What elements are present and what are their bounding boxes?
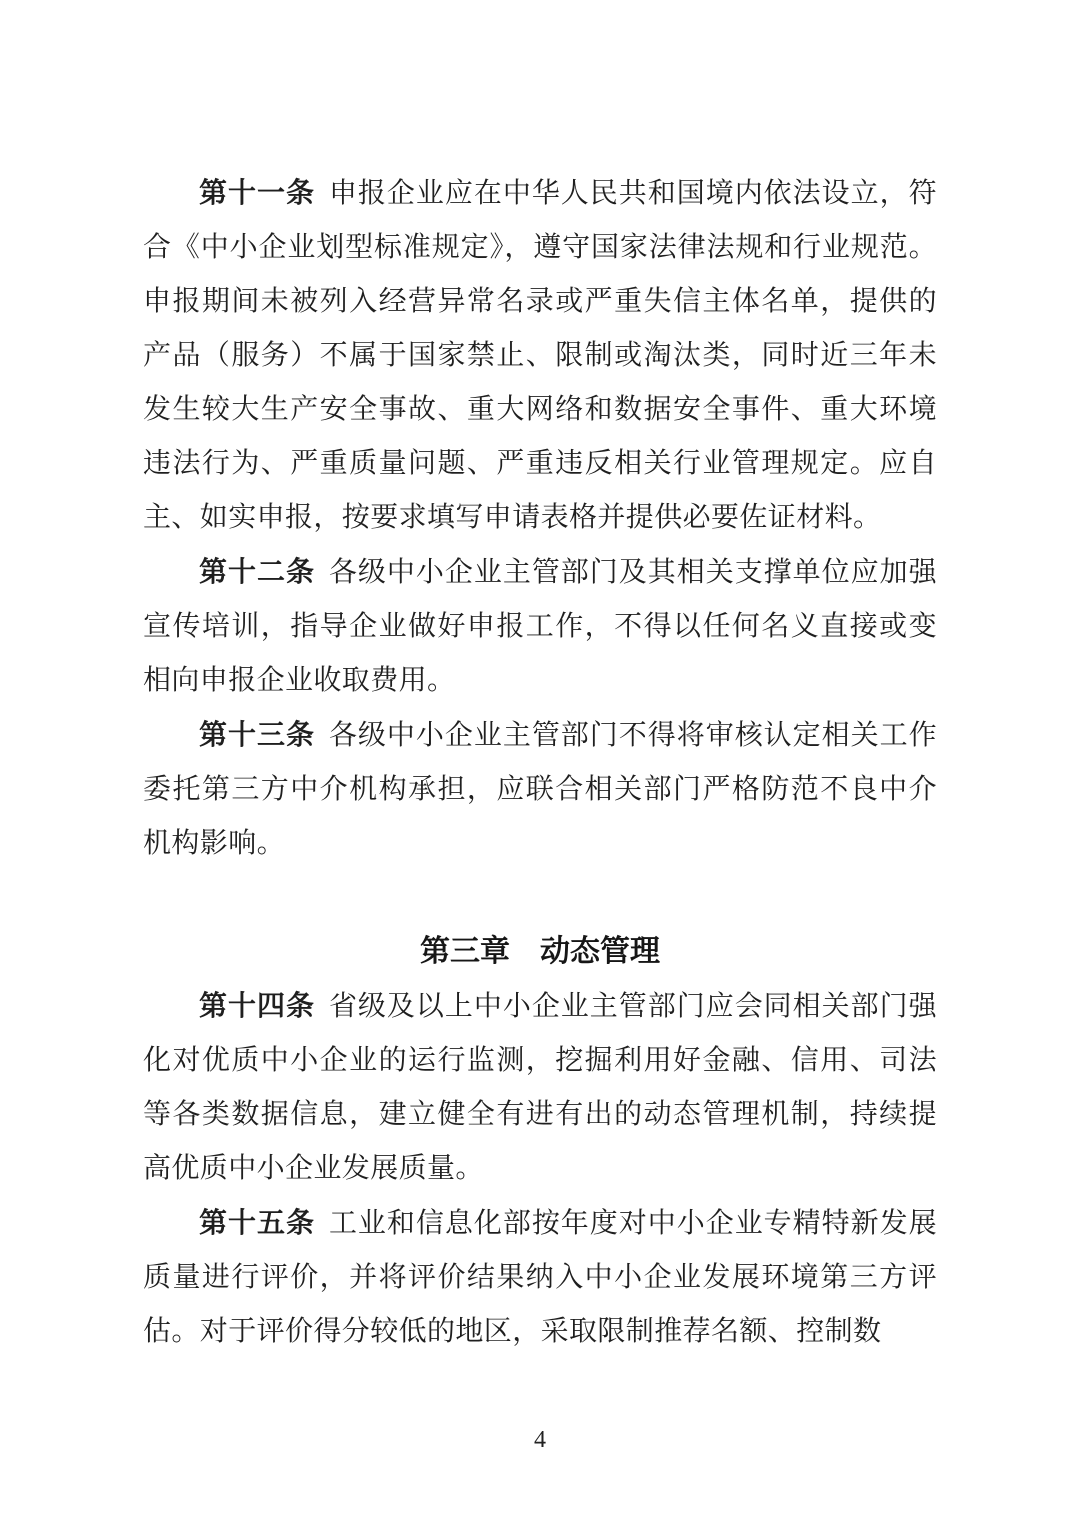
chapter-heading: 第三章 动态管理: [420, 935, 660, 968]
article-paragraph: [143, 1196, 937, 1359]
article-paragraph: [143, 979, 937, 1196]
article-paragraph: [143, 545, 937, 708]
article-number: 第十一条: [199, 177, 315, 208]
article-paragraph: [143, 166, 937, 545]
article-number: 第十四条: [199, 990, 315, 1021]
article-number: 第十三条: [199, 719, 315, 750]
article-text: 省级及以上中小企业主管部门应会同相关部门强化对优质中小企业的运行监测，挖掘利用好金融、信用、司法等各类数据信息，建立健全有进有出的动态管理机制，持续提高优质中小企业发展质量。: [143, 991, 937, 1184]
article-number: 第十五条: [199, 1207, 315, 1238]
article-paragraph: [143, 708, 937, 871]
article-text: 各级中小企业主管部门及其相关支撑单位应加强宣传培训，指导企业做好申报工作，不得以任何名义直接或变相向申报企业收取费用。: [143, 557, 937, 696]
article-text: 申报企业应在中华人民共和国境内依法设立，符合《中小企业划型标准规定》，遵守国家法律法规和行业规范。申报期间未被列入经营异常名录或严重失信主体名单，提供的产品（服务）不属于国家禁止、限制或淘汰类，同时近三年未发生较大生产安全事故、重大网络和数据安全事件、重大环境违法行为、严重质量问题、严重违反相关行业管理规定。应自主、如实申报，按要求填写申请表格并提供必要佐证材料。: [143, 178, 937, 533]
article-number: 第十二条: [199, 556, 315, 587]
page-number: 4: [534, 1427, 546, 1453]
article-text: 工业和信息化部按年度对中小企业专精特新发展质量进行评价，并将评价结果纳入中小企业发展环境第三方评估。对于评价得分较低的地区，采取限制推荐名额、控制数: [143, 1208, 937, 1347]
document-body: [143, 166, 937, 1359]
article-text: 各级中小企业主管部门不得将审核认定相关工作委托第三方中介机构承担，应联合相关部门严格防范不良中介机构影响。: [143, 720, 937, 859]
